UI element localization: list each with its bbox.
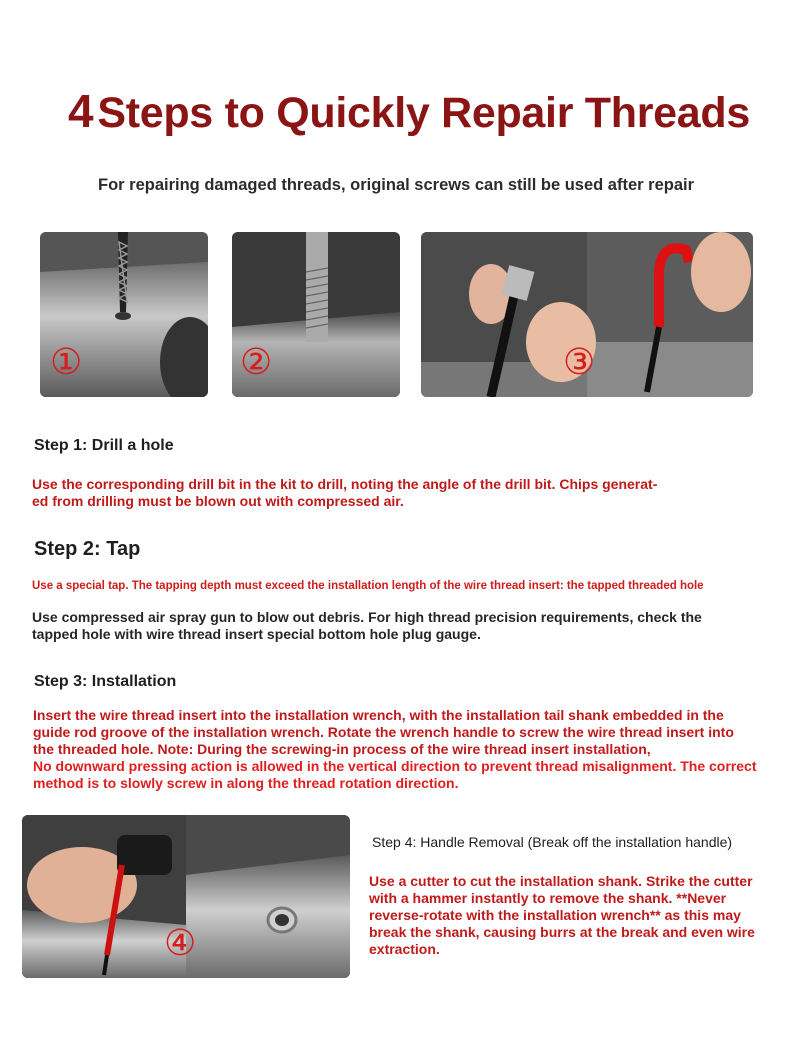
step3-line-3: the threaded hole. Note: During the screwing-in process of the wire thread insert installation, (33, 741, 651, 757)
step2-tap-photo (232, 232, 400, 397)
step4-line-3: reverse-rotate with the installation wrench** as this may (369, 907, 741, 923)
step3-install-photo (421, 232, 753, 397)
step4-removal-photo (22, 815, 350, 978)
step3-description (33, 707, 783, 792)
step2-description (32, 609, 772, 643)
step1-description (32, 476, 772, 510)
page-title (0, 84, 790, 138)
title-number: 4 (68, 85, 94, 137)
step1-line-1: Use the corresponding drill bit in the kit to drill, noting the angle of the drill bit. Chips generat- (32, 476, 658, 492)
step2-line-2: tapped hole with wire thread insert special bottom hole plug gauge. (32, 626, 481, 642)
step1-line-2: ed from drilling must be blown out with compressed air. (32, 493, 404, 509)
step3-line-5: method is to slowly screw in along the thread rotation direction. (33, 775, 459, 791)
title-text: Steps to Quickly Repair Threads (97, 89, 750, 137)
page-subtitle: For repairing damaged threads, original screws can still be used after repair (97, 176, 695, 194)
step1-heading: Step 1: Drill a hole (34, 437, 174, 454)
step1-circled-number: ① (50, 342, 83, 383)
step4-circled-number: ④ (164, 923, 197, 964)
step4-line-5: extraction. (369, 941, 440, 957)
step4-description (369, 873, 779, 958)
step3-heading: Step 3: Installation (34, 673, 177, 690)
step4-line-1: Use a cutter to cut the installation shank. Strike the cutter (369, 873, 753, 889)
step4-line-2: with a hammer instantly to remove the shank. **Never (369, 890, 727, 906)
step2-circled-number: ② (240, 342, 273, 383)
step3-line-1: Insert the wire thread insert into the installation wrench, with the installation tail shank embedded in the (33, 707, 724, 723)
step4-heading: Step 4: Handle Removal (Break off the installation handle) (372, 834, 733, 850)
step3-line-2: guide rod groove of the installation wrench. Rotate the wrench handle to screw the wire thread insert into (33, 724, 734, 740)
step4-line-4: break the shank, causing burrs at the break and even wire (369, 924, 755, 940)
step1-drill-photo (40, 232, 208, 397)
step2-line-1: Use compressed air spray gun to blow out debris. For high thread precision requirements, check the (32, 609, 702, 625)
step2-note: Use a special tap. The tapping depth must exceed the installation length of the wire thread insert: the tapped threaded hole (32, 580, 704, 592)
step2-heading: Step 2: Tap (34, 538, 141, 560)
step3-line-4: No downward pressing action is allowed in the vertical direction to prevent thread misalignment. The correct (33, 758, 757, 774)
step3-circled-number: ③ (563, 342, 596, 383)
